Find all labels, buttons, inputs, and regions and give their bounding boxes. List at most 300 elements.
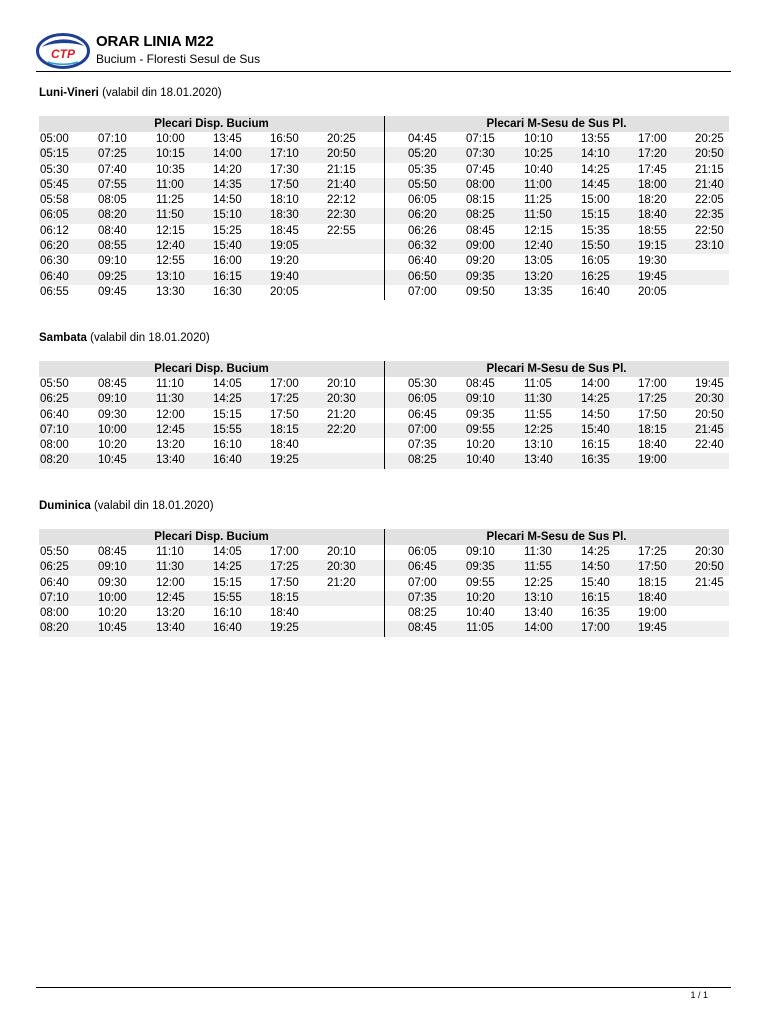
departure-time: 08:45 bbox=[98, 378, 127, 390]
departure-time: 07:30 bbox=[466, 148, 495, 161]
timetable-sunday bbox=[39, 529, 729, 729]
departure-time: 16:00 bbox=[213, 255, 242, 268]
departure-time: 08:20 bbox=[40, 622, 69, 635]
departure-time: 20:05 bbox=[638, 285, 667, 298]
table-row bbox=[384, 193, 729, 208]
table-row bbox=[384, 438, 729, 453]
table-row bbox=[384, 453, 729, 468]
departure-time: 15:40 bbox=[213, 240, 242, 253]
departure-time: 18:40 bbox=[638, 591, 667, 604]
timetable-weekdays bbox=[39, 116, 729, 316]
departure-time: 06:40 bbox=[40, 576, 69, 589]
departure-time: 15:15 bbox=[213, 408, 242, 421]
departure-time: 11:50 bbox=[524, 209, 552, 222]
departure-time: 19:00 bbox=[638, 454, 667, 467]
departure-time: 08:00 bbox=[466, 178, 495, 191]
departure-time: 05:15 bbox=[40, 148, 69, 161]
departure-time: 20:50 bbox=[695, 148, 724, 161]
departure-time: 12:40 bbox=[156, 240, 185, 253]
departure-time: 15:50 bbox=[581, 240, 610, 253]
departure-time: 14:50 bbox=[581, 408, 610, 421]
departure-time: 17:00 bbox=[270, 378, 299, 390]
departure-time: 18:15 bbox=[270, 591, 299, 604]
right-direction-table bbox=[384, 361, 729, 469]
departure-time: 16:35 bbox=[581, 454, 610, 467]
departure-time: 17:50 bbox=[270, 408, 299, 421]
departure-time: 17:25 bbox=[638, 393, 667, 406]
departure-time: 10:00 bbox=[98, 591, 127, 604]
departure-time: 16:15 bbox=[581, 591, 610, 604]
table-row bbox=[39, 408, 384, 423]
departure-time: 10:10 bbox=[524, 133, 553, 145]
table-row bbox=[39, 224, 384, 239]
departure-time: 06:05 bbox=[40, 209, 69, 222]
departure-time: 18:40 bbox=[270, 607, 299, 620]
departure-time: 07:00 bbox=[408, 576, 437, 589]
table-row bbox=[39, 423, 384, 438]
table-row bbox=[39, 208, 384, 223]
departure-time: 17:00 bbox=[270, 546, 299, 558]
departure-time: 06:32 bbox=[408, 240, 437, 253]
departure-time: 09:30 bbox=[98, 576, 127, 589]
table-row bbox=[39, 392, 384, 407]
departure-time: 10:40 bbox=[466, 607, 495, 620]
departure-time: 06:55 bbox=[40, 285, 69, 298]
departure-time: 10:25 bbox=[524, 148, 553, 161]
departure-time: 04:45 bbox=[408, 133, 437, 145]
departure-time: 13:20 bbox=[524, 270, 553, 283]
table-row bbox=[384, 147, 729, 162]
departure-time: 17:00 bbox=[581, 622, 610, 635]
table-row bbox=[384, 132, 729, 147]
departure-time: 09:20 bbox=[466, 255, 495, 268]
table-row bbox=[384, 254, 729, 269]
departure-time: 19:30 bbox=[638, 255, 667, 268]
direction-header: Plecari M-Sesu de Sus Pl. bbox=[384, 361, 729, 377]
departure-time: 14:05 bbox=[213, 378, 242, 390]
departure-time: 17:10 bbox=[270, 148, 299, 161]
direction-divider bbox=[384, 116, 385, 300]
departure-time: 06:26 bbox=[408, 224, 437, 237]
departure-time: 08:15 bbox=[466, 194, 495, 207]
departure-time: 07:15 bbox=[466, 133, 495, 145]
departure-time: 14:45 bbox=[581, 178, 610, 191]
departure-time: 11:05 bbox=[524, 378, 552, 390]
departure-time: 15:25 bbox=[213, 224, 242, 237]
table-row bbox=[384, 163, 729, 178]
departure-time: 22:35 bbox=[695, 209, 724, 222]
departure-time: 10:20 bbox=[98, 439, 127, 452]
departure-time: 12:40 bbox=[524, 240, 553, 253]
departure-time: 13:10 bbox=[524, 439, 553, 452]
departure-time: 08:20 bbox=[40, 454, 69, 467]
departure-time: 05:20 bbox=[408, 148, 437, 161]
section-validity: (valabil din 18.01.2020) bbox=[90, 332, 210, 344]
departure-time: 20:30 bbox=[327, 393, 356, 406]
departure-time: 06:20 bbox=[40, 240, 69, 253]
direction-header: Plecari Disp. Bucium bbox=[39, 116, 384, 132]
departure-time: 17:50 bbox=[270, 576, 299, 589]
departure-time: 22:50 bbox=[695, 224, 724, 237]
departure-time: 16:40 bbox=[213, 454, 242, 467]
departure-time: 20:50 bbox=[327, 148, 356, 161]
departure-time: 10:40 bbox=[466, 454, 495, 467]
departure-time: 08:20 bbox=[98, 209, 127, 222]
departure-time: 10:00 bbox=[156, 133, 185, 145]
departure-time: 09:35 bbox=[466, 561, 495, 574]
departure-time: 16:10 bbox=[213, 439, 242, 452]
departure-time: 16:35 bbox=[581, 607, 610, 620]
departure-time: 05:50 bbox=[408, 178, 437, 191]
departure-time: 20:30 bbox=[695, 546, 724, 558]
departure-time: 19:00 bbox=[638, 607, 667, 620]
departure-time: 08:45 bbox=[466, 224, 495, 237]
departure-time: 08:25 bbox=[408, 454, 437, 467]
departure-time: 07:35 bbox=[408, 439, 437, 452]
departure-time: 10:15 bbox=[156, 148, 185, 161]
departure-time: 14:35 bbox=[213, 178, 242, 191]
departure-time: 17:25 bbox=[270, 561, 299, 574]
departure-time: 06:40 bbox=[40, 408, 69, 421]
page-header bbox=[36, 30, 731, 70]
departure-time: 22:05 bbox=[695, 194, 724, 207]
departure-time: 20:30 bbox=[695, 393, 724, 406]
departure-time: 12:45 bbox=[156, 423, 185, 436]
departure-time: 18:40 bbox=[638, 439, 667, 452]
table-row bbox=[384, 270, 729, 285]
departure-time: 11:25 bbox=[156, 194, 184, 207]
table-row bbox=[39, 453, 384, 468]
departure-time: 19:20 bbox=[270, 255, 299, 268]
departure-time: 09:10 bbox=[98, 561, 127, 574]
table-row bbox=[384, 423, 729, 438]
departure-time: 13:10 bbox=[156, 270, 185, 283]
departure-time: 14:50 bbox=[581, 561, 610, 574]
direction-divider bbox=[384, 361, 385, 469]
departure-time: 15:40 bbox=[581, 576, 610, 589]
departure-time: 10:45 bbox=[98, 622, 127, 635]
departure-time: 14:50 bbox=[213, 194, 242, 207]
departure-time: 17:50 bbox=[270, 178, 299, 191]
departure-time: 08:40 bbox=[98, 224, 127, 237]
departure-time: 22:12 bbox=[327, 194, 356, 207]
departure-time: 15:10 bbox=[213, 209, 242, 222]
departure-time: 17:50 bbox=[638, 408, 667, 421]
table-row bbox=[39, 254, 384, 269]
left-direction-table bbox=[39, 529, 384, 637]
departure-time: 17:30 bbox=[270, 163, 299, 176]
departure-time: 17:25 bbox=[638, 546, 667, 558]
table-row bbox=[39, 591, 384, 606]
departure-time: 15:15 bbox=[213, 576, 242, 589]
departure-time: 06:05 bbox=[408, 546, 437, 558]
table-row bbox=[384, 591, 729, 606]
ctp-logo-icon bbox=[36, 33, 90, 69]
departure-time: 19:45 bbox=[638, 622, 667, 635]
departure-time: 21:45 bbox=[695, 423, 724, 436]
departure-time: 11:50 bbox=[156, 209, 184, 222]
departure-time: 18:15 bbox=[638, 576, 667, 589]
departure-time: 17:45 bbox=[638, 163, 667, 176]
departure-time: 18:30 bbox=[270, 209, 299, 222]
departure-time: 13:40 bbox=[524, 454, 553, 467]
table-row bbox=[384, 621, 729, 636]
departure-time: 07:45 bbox=[466, 163, 495, 176]
departure-time: 16:40 bbox=[581, 285, 610, 298]
direction-divider bbox=[384, 529, 385, 637]
departure-time: 22:20 bbox=[327, 423, 356, 436]
departure-time: 18:55 bbox=[638, 224, 667, 237]
departure-time: 21:20 bbox=[327, 408, 356, 421]
departure-time: 06:45 bbox=[408, 408, 437, 421]
svg-text:CTP: CTP bbox=[51, 47, 75, 61]
table-row bbox=[384, 285, 729, 300]
departure-time: 18:15 bbox=[638, 423, 667, 436]
departure-time: 17:20 bbox=[638, 148, 667, 161]
section-validity: (valabil din 18.01.2020) bbox=[102, 87, 222, 99]
departure-time: 05:30 bbox=[40, 163, 69, 176]
departure-time: 09:10 bbox=[466, 546, 495, 558]
departure-time: 19:45 bbox=[695, 378, 724, 390]
departure-time: 06:12 bbox=[40, 224, 69, 237]
departure-time: 19:40 bbox=[270, 270, 299, 283]
table-row bbox=[384, 408, 729, 423]
section-day: Duminica bbox=[39, 500, 91, 512]
departure-time: 05:50 bbox=[40, 546, 69, 558]
departure-time: 18:15 bbox=[270, 423, 299, 436]
departure-time: 15:55 bbox=[213, 591, 242, 604]
direction-header: Plecari M-Sesu de Sus Pl. bbox=[384, 116, 729, 132]
table-row bbox=[39, 438, 384, 453]
right-direction-table bbox=[384, 116, 729, 300]
departure-time: 11:00 bbox=[524, 178, 552, 191]
section-title-weekdays bbox=[39, 87, 222, 99]
section-title-saturday bbox=[39, 332, 210, 344]
section-title-sunday bbox=[39, 500, 214, 512]
departure-time: 21:45 bbox=[695, 576, 724, 589]
section-day: Sambata bbox=[39, 332, 87, 344]
departure-time: 21:15 bbox=[327, 163, 356, 176]
departure-time: 11:00 bbox=[156, 178, 184, 191]
departure-time: 19:15 bbox=[638, 240, 667, 253]
departure-time: 16:50 bbox=[270, 133, 299, 145]
table-row bbox=[39, 239, 384, 254]
departure-time: 20:10 bbox=[327, 546, 356, 558]
departure-time: 20:10 bbox=[327, 378, 356, 390]
section-validity: (valabil din 18.01.2020) bbox=[93, 500, 214, 512]
departure-time: 20:50 bbox=[695, 561, 724, 574]
departure-time: 12:15 bbox=[156, 224, 185, 237]
departure-time: 07:40 bbox=[98, 163, 127, 176]
departure-time: 14:25 bbox=[581, 546, 610, 558]
departure-time: 09:10 bbox=[98, 255, 127, 268]
departure-time: 18:10 bbox=[270, 194, 299, 207]
departure-time: 15:40 bbox=[581, 423, 610, 436]
table-row bbox=[384, 178, 729, 193]
departure-time: 16:15 bbox=[581, 439, 610, 452]
departure-time: 18:40 bbox=[270, 439, 299, 452]
departure-time: 08:45 bbox=[408, 622, 437, 635]
departure-time: 13:40 bbox=[156, 454, 185, 467]
departure-time: 07:35 bbox=[408, 591, 437, 604]
departure-time: 16:15 bbox=[213, 270, 242, 283]
table-row bbox=[39, 285, 384, 300]
page-number: 1 / 1 bbox=[690, 990, 708, 1000]
departure-time: 10:40 bbox=[524, 163, 553, 176]
departure-time: 06:05 bbox=[408, 393, 437, 406]
departure-time: 11:25 bbox=[524, 194, 552, 207]
departure-time: 18:00 bbox=[638, 178, 667, 191]
departure-time: 09:00 bbox=[466, 240, 495, 253]
departure-time: 09:55 bbox=[466, 576, 495, 589]
departure-time: 06:40 bbox=[40, 270, 69, 283]
route-name: Bucium - Floresti Sesul de Sus bbox=[96, 52, 261, 66]
departure-time: 16:30 bbox=[213, 285, 242, 298]
departure-time: 18:40 bbox=[638, 209, 667, 222]
departure-time: 17:00 bbox=[638, 133, 667, 145]
departure-time: 14:25 bbox=[581, 393, 610, 406]
departure-time: 20:25 bbox=[327, 133, 356, 145]
departure-time: 13:40 bbox=[524, 607, 553, 620]
departure-time: 13:05 bbox=[524, 255, 553, 268]
departure-time: 11:55 bbox=[524, 561, 552, 574]
departure-time: 05:00 bbox=[40, 133, 69, 145]
departure-time: 09:35 bbox=[466, 270, 495, 283]
departure-time: 07:00 bbox=[408, 285, 437, 298]
departure-time: 12:00 bbox=[156, 408, 185, 421]
departure-time: 12:55 bbox=[156, 255, 185, 268]
departure-time: 07:10 bbox=[98, 133, 127, 145]
departure-time: 06:20 bbox=[408, 209, 437, 222]
departure-time: 16:40 bbox=[213, 622, 242, 635]
header-divider bbox=[36, 71, 731, 72]
departure-time: 17:50 bbox=[638, 561, 667, 574]
left-direction-table bbox=[39, 361, 384, 469]
departure-time: 12:00 bbox=[156, 576, 185, 589]
departure-time: 11:30 bbox=[156, 561, 184, 574]
departure-time: 10:20 bbox=[466, 439, 495, 452]
departure-time: 15:35 bbox=[581, 224, 610, 237]
departure-time: 10:20 bbox=[466, 591, 495, 604]
departure-time: 21:20 bbox=[327, 576, 356, 589]
departure-time: 19:25 bbox=[270, 454, 299, 467]
departure-time: 08:25 bbox=[408, 607, 437, 620]
departure-time: 14:25 bbox=[581, 163, 610, 176]
departure-time: 15:15 bbox=[581, 209, 610, 222]
departure-time: 20:50 bbox=[695, 408, 724, 421]
table-row bbox=[384, 545, 729, 560]
table-row bbox=[384, 239, 729, 254]
departure-time: 08:45 bbox=[98, 546, 127, 558]
departure-time: 20:05 bbox=[270, 285, 299, 298]
departure-time: 14:25 bbox=[213, 393, 242, 406]
departure-time: 14:10 bbox=[581, 148, 610, 161]
departure-time: 05:30 bbox=[408, 378, 437, 390]
departure-time: 21:15 bbox=[695, 163, 724, 176]
table-row bbox=[384, 224, 729, 239]
departure-time: 06:25 bbox=[40, 561, 69, 574]
departure-time: 22:55 bbox=[327, 224, 356, 237]
table-row bbox=[384, 208, 729, 223]
departure-time: 14:00 bbox=[581, 378, 610, 390]
table-row bbox=[384, 392, 729, 407]
table-row bbox=[384, 576, 729, 591]
departure-time: 15:55 bbox=[213, 423, 242, 436]
departure-time: 19:25 bbox=[270, 622, 299, 635]
departure-time: 13:20 bbox=[156, 607, 185, 620]
departure-time: 13:10 bbox=[524, 591, 553, 604]
departure-time: 14:05 bbox=[213, 546, 242, 558]
departure-time: 09:35 bbox=[466, 408, 495, 421]
table-row bbox=[39, 606, 384, 621]
departure-time: 18:20 bbox=[638, 194, 667, 207]
departure-time: 23:10 bbox=[695, 240, 724, 253]
departure-time: 10:00 bbox=[98, 423, 127, 436]
departure-time: 15:00 bbox=[581, 194, 610, 207]
table-row bbox=[39, 576, 384, 591]
departure-time: 05:50 bbox=[40, 378, 69, 390]
departure-time: 13:30 bbox=[156, 285, 185, 298]
departure-time: 22:30 bbox=[327, 209, 356, 222]
departure-time: 11:30 bbox=[156, 393, 184, 406]
departure-time: 11:30 bbox=[524, 393, 552, 406]
departure-time: 06:40 bbox=[408, 255, 437, 268]
direction-header: Plecari Disp. Bucium bbox=[39, 529, 384, 545]
departure-time: 10:20 bbox=[98, 607, 127, 620]
departure-time: 16:25 bbox=[581, 270, 610, 283]
table-row bbox=[39, 560, 384, 575]
departure-time: 16:05 bbox=[581, 255, 610, 268]
departure-time: 11:10 bbox=[156, 378, 184, 390]
departure-time: 08:00 bbox=[40, 607, 69, 620]
departure-time: 08:55 bbox=[98, 240, 127, 253]
table-row bbox=[384, 377, 729, 392]
left-direction-table bbox=[39, 116, 384, 300]
table-row bbox=[39, 621, 384, 636]
departure-time: 14:00 bbox=[524, 622, 553, 635]
departure-time: 08:45 bbox=[466, 378, 495, 390]
departure-time: 07:10 bbox=[40, 423, 69, 436]
departure-time: 12:45 bbox=[156, 591, 185, 604]
departure-time: 17:25 bbox=[270, 393, 299, 406]
departure-time: 20:30 bbox=[327, 561, 356, 574]
departure-time: 12:25 bbox=[524, 423, 553, 436]
footer-divider bbox=[36, 987, 731, 988]
departure-time: 08:25 bbox=[466, 209, 495, 222]
departure-time: 19:45 bbox=[638, 270, 667, 283]
departure-time: 06:30 bbox=[40, 255, 69, 268]
departure-time: 09:10 bbox=[466, 393, 495, 406]
direction-header: Plecari Disp. Bucium bbox=[39, 361, 384, 377]
departure-time: 09:30 bbox=[98, 408, 127, 421]
departure-time: 06:25 bbox=[40, 393, 69, 406]
departure-time: 09:45 bbox=[98, 285, 127, 298]
departure-time: 14:00 bbox=[213, 148, 242, 161]
departure-time: 09:50 bbox=[466, 285, 495, 298]
section-day: Luni-Vineri bbox=[39, 87, 99, 99]
table-row bbox=[384, 560, 729, 575]
table-row bbox=[39, 545, 384, 560]
departure-time: 11:30 bbox=[524, 546, 552, 558]
table-row bbox=[39, 132, 384, 147]
table-row bbox=[39, 270, 384, 285]
right-direction-table bbox=[384, 529, 729, 637]
departure-time: 07:55 bbox=[98, 178, 127, 191]
departure-time: 19:05 bbox=[270, 240, 299, 253]
departure-time: 06:05 bbox=[408, 194, 437, 207]
table-row bbox=[39, 178, 384, 193]
departure-time: 10:35 bbox=[156, 163, 185, 176]
